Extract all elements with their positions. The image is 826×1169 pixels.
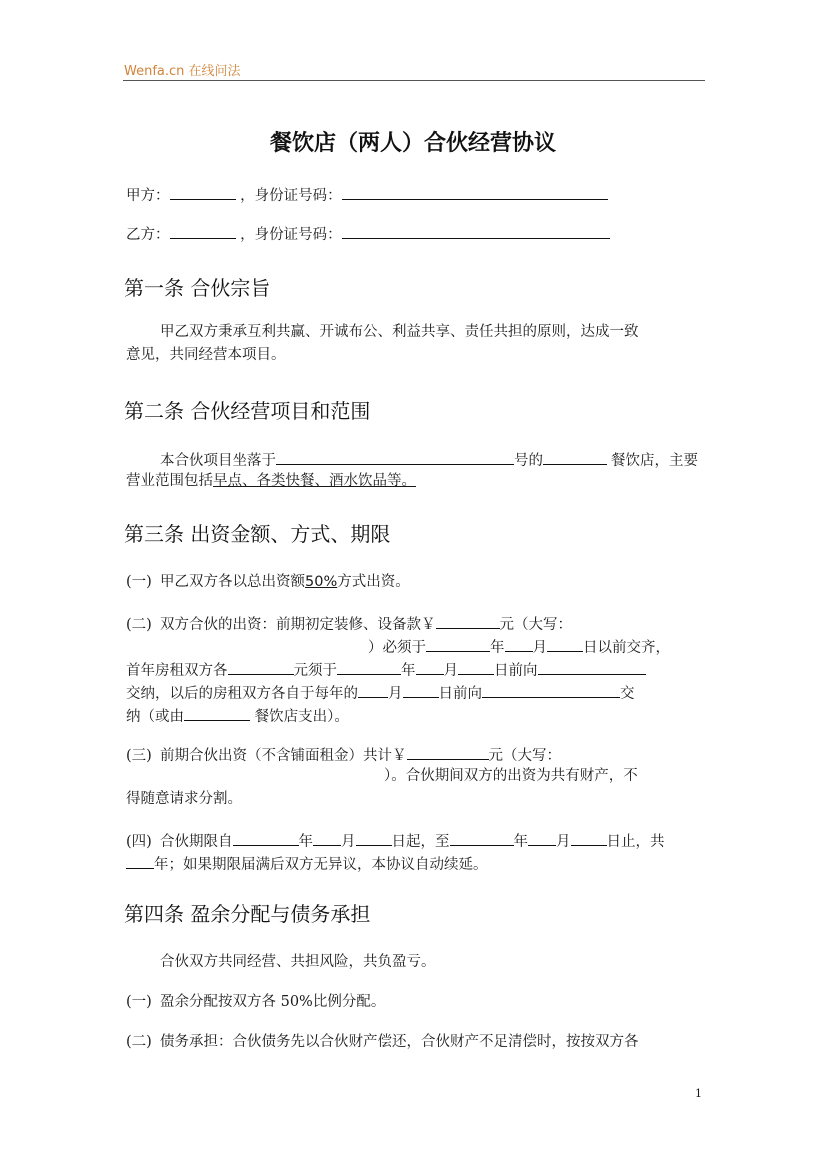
scope-value: 早点、各类快餐、酒水饮品等。 <box>213 473 416 489</box>
section-2-line2 <box>126 471 416 492</box>
month-blank[interactable] <box>528 829 556 846</box>
item-text: 日前向 <box>494 663 538 679</box>
item-text: 债务承担：合伙债务先以合伙财产偿还，合伙财产不足清偿时，按按双方各 <box>160 1034 639 1050</box>
year-blank[interactable] <box>233 829 299 846</box>
section-3-item-3-line3: 得随意请求分割。 <box>126 791 242 807</box>
total-amount-blank[interactable] <box>407 743 489 760</box>
party-b-line <box>126 222 610 246</box>
item-text: 元须于 <box>293 663 337 679</box>
party-b-id-label: ，身份证号码： <box>240 227 342 243</box>
item-text: 前期合伙出资（不含铺面租金）共计￥ <box>160 748 407 764</box>
item-text: 合伙期限自 <box>160 834 233 850</box>
item-text: 双方合伙的出资：前期初定装修、设备款￥ <box>160 617 436 633</box>
location-blank[interactable] <box>276 448 514 465</box>
section-1-heading: 第一条 合伙宗旨 <box>124 276 271 300</box>
rent-amount-blank[interactable] <box>228 658 294 675</box>
item-text: 元（大写： <box>488 748 561 764</box>
day-blank[interactable] <box>458 658 494 675</box>
item-number: (三) <box>126 748 152 764</box>
section-4-text: 合伙双方共同经营、共担风险，共负盈亏。 <box>160 954 436 970</box>
section-3-item-3-line1 <box>126 743 561 767</box>
section-3-item-2-line2 <box>368 635 670 659</box>
section-4-item-1 <box>126 992 385 1013</box>
party-a-id-label: ，身份证号码： <box>240 188 342 204</box>
month-label: 月 <box>443 663 458 679</box>
section-3-item-2-line3 <box>126 658 646 682</box>
section-4-heading: 第四条 盈余分配与债务承担 <box>124 902 371 926</box>
party-b-label: 乙方： <box>126 227 170 243</box>
location-label: 本合伙项目坐落于 <box>160 453 276 469</box>
section-4-item-2 <box>126 1032 639 1053</box>
item-number: (二) <box>126 1034 152 1050</box>
section-1-text-line1: 甲乙双方秉承互利共赢、开诚布公、利益共享、责任共担的原则，达成一致 <box>160 324 639 340</box>
payee-blank[interactable] <box>538 658 646 675</box>
item-text: 日起，至 <box>391 834 450 850</box>
restaurant-suffix: 餐饮店，主要 <box>611 453 698 469</box>
month-blank[interactable] <box>358 681 388 698</box>
document-title: 餐饮店（两人）合伙经营协议 <box>269 131 556 156</box>
item-text: 年；如果期限届满后双方无异议，本协议自动续延。 <box>154 857 488 873</box>
restaurant-name-blank[interactable] <box>184 704 250 721</box>
item-text: 交纳，以后的房租双方各自于每年的 <box>126 686 358 702</box>
number-label: 号的 <box>514 453 543 469</box>
item-text: 盈余分配按双方各 50%比例分配。 <box>160 994 386 1010</box>
month-label: 月 <box>341 834 356 850</box>
payee-blank[interactable] <box>482 681 620 698</box>
year-label: 年 <box>298 834 313 850</box>
month-blank[interactable] <box>313 829 341 846</box>
month-label: 月 <box>388 686 403 702</box>
item-text: 餐饮店支出）。 <box>250 709 349 725</box>
year-blank[interactable] <box>450 829 514 846</box>
year-blank[interactable] <box>337 658 401 675</box>
restaurant-name-blank[interactable] <box>543 448 607 465</box>
item-number: (一) <box>126 994 152 1010</box>
day-blank[interactable] <box>356 829 392 846</box>
share-percent: 50% <box>305 574 338 590</box>
item-text: 交 <box>620 686 635 702</box>
decoration-amount-blank[interactable] <box>436 612 500 629</box>
day-blank[interactable] <box>403 681 439 698</box>
site-brand[interactable]: Wenfa.cn 在线问法 <box>124 64 241 79</box>
section-3-item-1 <box>126 572 410 593</box>
year-label: 年 <box>401 663 416 679</box>
month-label: 月 <box>556 834 571 850</box>
month-label: 月 <box>532 640 547 656</box>
section-3-item-4-line2 <box>126 852 488 876</box>
party-a-name-blank[interactable] <box>170 183 236 200</box>
page-number: 1 <box>695 1087 702 1100</box>
header-divider <box>123 80 705 81</box>
item-number: (二) <box>126 617 152 633</box>
month-blank[interactable] <box>416 658 444 675</box>
day-blank[interactable] <box>571 829 607 846</box>
section-3-item-2-line4 <box>126 681 635 705</box>
item-text: 日止，共 <box>606 834 665 850</box>
section-2-heading: 第二条 合伙经营项目和范围 <box>124 399 371 423</box>
section-2-line1 <box>160 448 698 472</box>
item-text: 纳（或由 <box>126 709 184 725</box>
item-text: 日前向 <box>438 686 482 702</box>
day-blank[interactable] <box>547 635 583 652</box>
party-b-id-blank[interactable] <box>342 222 610 239</box>
year-label: 年 <box>490 640 505 656</box>
party-b-name-blank[interactable] <box>170 222 236 239</box>
item-text: 甲乙双方各以总出资额 <box>160 574 305 590</box>
year-blank[interactable] <box>426 635 490 652</box>
section-3-heading: 第三条 出资金额、方式、期限 <box>124 522 391 546</box>
item-number: (一) <box>126 574 152 590</box>
section-3-item-2-line1 <box>126 612 572 636</box>
section-1-text-line2: 意见，共同经营本项目。 <box>126 347 286 363</box>
month-blank[interactable] <box>505 635 533 652</box>
item-text: 元（大写： <box>499 617 572 633</box>
scope-label: 营业范围包括 <box>126 473 213 489</box>
party-a-line <box>126 183 608 207</box>
item-number: (四) <box>126 834 152 850</box>
party-a-id-blank[interactable] <box>342 183 608 200</box>
section-3-item-4-line1 <box>126 829 665 853</box>
term-years-blank[interactable] <box>126 852 154 869</box>
item-text: ）必须于 <box>368 640 426 656</box>
item-text: 首年房租双方各 <box>126 663 228 679</box>
section-3-item-2-line5 <box>126 704 349 728</box>
party-a-label: 甲方： <box>126 188 170 204</box>
item-text: 日以前交齐， <box>583 640 670 656</box>
year-label: 年 <box>513 834 528 850</box>
section-3-item-3-line2: ）。合伙期间双方的出资为共有财产，不 <box>384 768 638 784</box>
item-text-end: 方式出资。 <box>337 574 410 590</box>
